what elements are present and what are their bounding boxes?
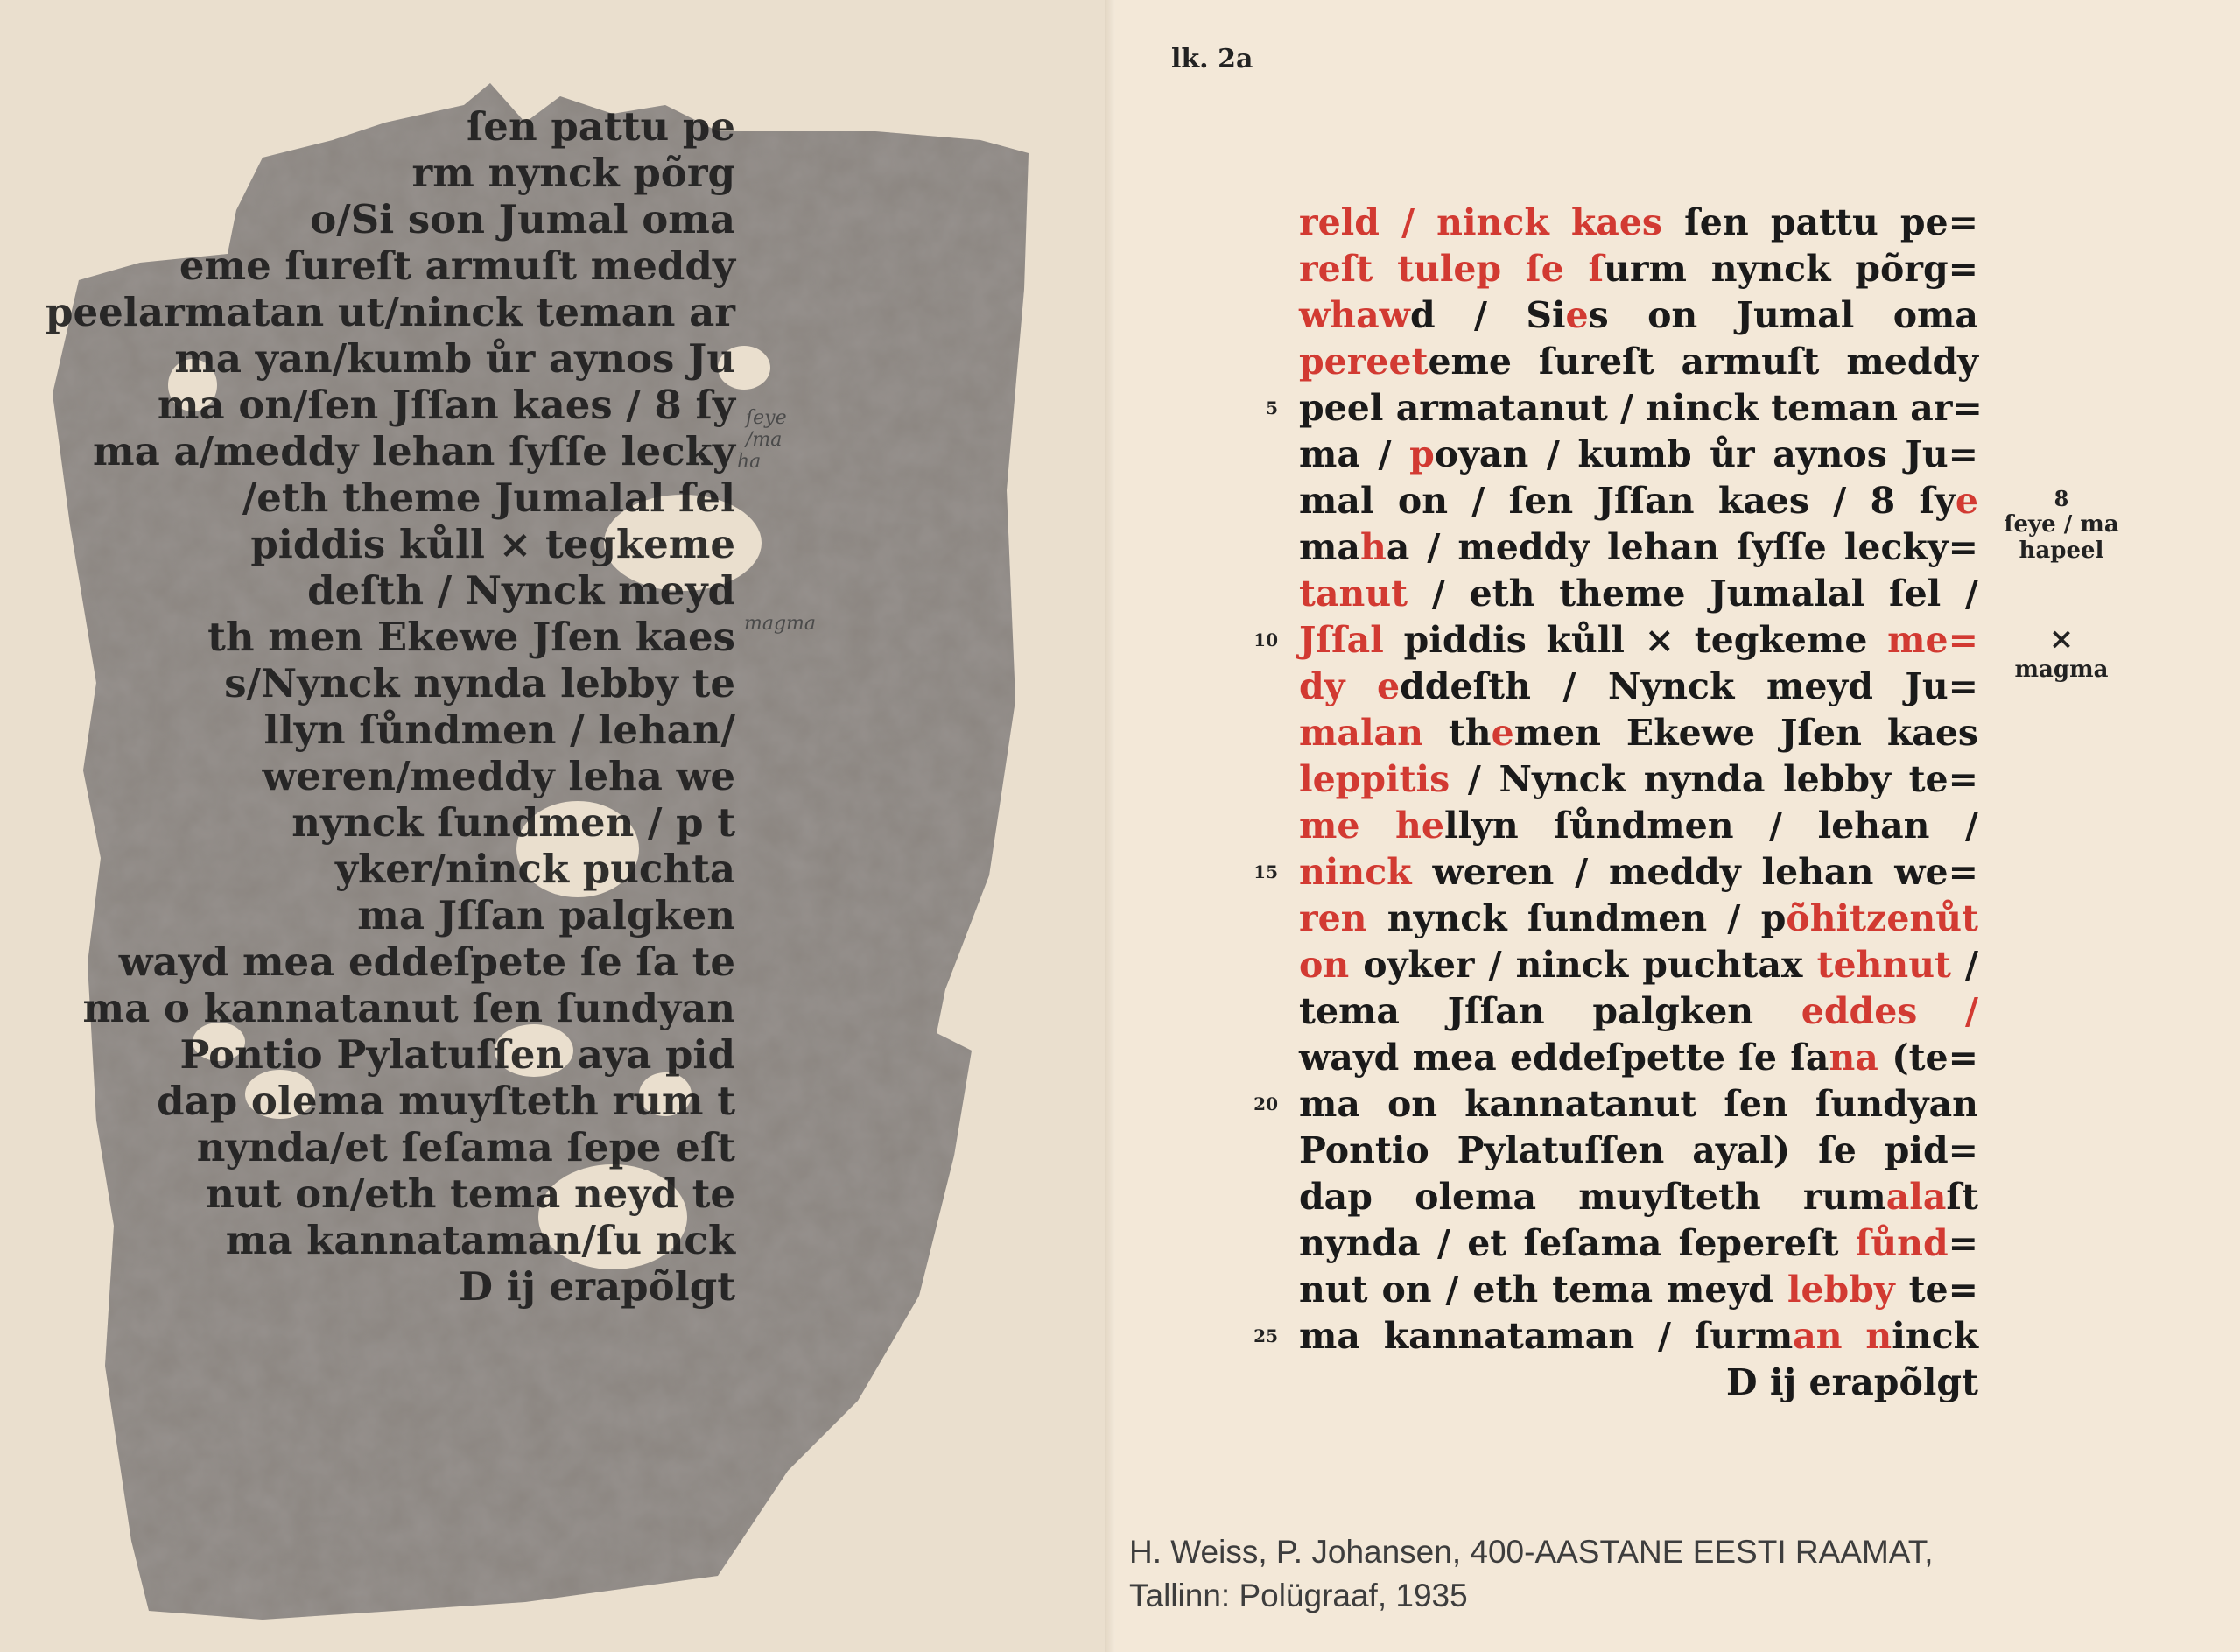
rubric-text: malan [1299,712,1423,754]
transcription-line [1243,341,1978,387]
body-text: ma [1299,526,1360,568]
fragment-line: th men Ekewe Jſen kaes [207,614,735,660]
body-text: / eth theme Jumalal ſel / [1408,573,1978,615]
fragment-line: o/Si son Jumal oma [310,196,735,243]
rubric-text: ninck [1299,851,1412,893]
book-gutter [1105,0,1115,1652]
line-text [1299,1222,1978,1264]
rubric-text: whaw [1299,294,1410,336]
transcription-line [1243,1129,1978,1176]
fragment-margin-note: ha [737,451,762,473]
rubric-text: tehnut [1816,944,1951,986]
fragment-line: D ij erapõlgt [458,1263,735,1310]
transcription-line [1243,619,1978,665]
line-number: 20 [1253,1093,1278,1114]
line-text [1299,433,1978,475]
body-text: piddis kůll × tegkeme [1383,619,1888,661]
rubric-text: reld / ninck kaes [1299,201,1663,243]
transcription-line [1243,1315,1978,1361]
rubric-text: Jſſal [1299,619,1384,661]
body-text: inck [1892,1315,1979,1357]
margin-note-marker: × [2048,622,2075,657]
transcription-line [1243,1037,1978,1083]
body-text: dap olema muyſteth rum [1299,1176,1886,1218]
body-text: / Nynck nynda lebby te= [1450,758,1978,800]
line-text [1299,944,1978,986]
line-number: 25 [1253,1325,1278,1346]
body-text: oyan / kumb ůr aynos Ju= [1434,433,1978,475]
body-text: th [1422,712,1492,754]
rubric-text: reſt tulep ſe ſ [1299,248,1605,290]
transcription-line [1243,712,1978,758]
line-number: 15 [1253,861,1278,882]
fragment-line: dap olema muyſteth rum t [157,1078,735,1124]
transcription-line [1243,294,1978,341]
transcription-line [1243,944,1978,990]
line-text [1299,526,1978,568]
rubric-text: leppitis [1299,758,1450,800]
line-text [1299,665,1978,707]
line-text [1299,387,1983,429]
line-text [1299,758,1978,800]
line-text [1299,1037,1978,1079]
line-text [1299,341,1978,383]
transcription-line [1243,387,1983,433]
page-reference: lk. 2a [1171,44,1253,74]
fragment-line: ſen pattu pe [466,103,735,150]
fragment-line: nut on/eth tema neyd te [206,1170,735,1217]
transcription-line [1243,758,1978,805]
body-text: nynda / et ſeſama ſepereſt [1299,1222,1856,1264]
line-text [1299,573,1978,615]
rubric-text: me= [1887,619,1978,661]
line-text [1299,619,1978,661]
fragment-line: /eth theme Jumalal ſel [242,475,735,521]
transcription-line [1243,1083,1978,1129]
line-text [1299,294,1978,336]
rubric-text: ſůnd [1855,1222,1949,1264]
body-text: = [1948,1222,1978,1264]
margin-note [1991,622,2131,683]
line-number: 10 [1253,629,1278,650]
rubric-text: ren [1299,897,1367,939]
rubric-text: an n [1793,1315,1892,1357]
body-text: oyker / ninck puchtax [1349,944,1817,986]
line-text [1299,851,1978,893]
body-text: eme ſureſt armuſt meddy [1428,341,1978,383]
transcription-line [1243,1222,1978,1269]
fragment-line: ma o kannatanut ſen ſundyan [82,985,735,1031]
body-text: ma / [1299,433,1410,475]
source-caption [1129,1530,1934,1618]
body-text: urm nynck põrg= [1604,248,1978,290]
body-text: ſt [1946,1176,1978,1218]
fragment-line: peelarmatan ut/ninck teman ar [46,289,735,335]
fragment-line: ma kannataman/ſu nck [225,1217,735,1263]
fragment-line: eme ſureſt armuſt meddy [179,243,735,289]
rubric-text: ala [1885,1176,1947,1218]
fragment-margin-note: magma [744,613,817,635]
rubric-text: h [1359,526,1387,568]
transcription-line [1243,990,1978,1037]
left-page [0,0,1105,1652]
rubric-text: pereet [1299,341,1429,383]
fragment-line: ma Jſſan palgken [357,892,735,938]
body-text: ma kannataman / ſurm [1299,1315,1794,1357]
rubric-text: e [1955,480,1978,522]
fragment-line: weren/meddy leha we [262,753,735,799]
transcription-line [1243,897,1978,944]
fragment-line: ma a/meddy lehan ſyſſe lecky [93,428,735,475]
line-text [1299,201,1978,243]
line-text [1299,248,1978,290]
transcription-line [1243,1361,1978,1408]
rubric-text: e [1491,712,1514,754]
line-text [1299,1269,1978,1311]
transcription-line [1243,1269,1978,1315]
body-text: ma on kannatanut ſen ſundyan [1299,1083,1978,1125]
transcription-line [1243,805,1978,851]
body-text: ſen pattu pe= [1662,201,1978,243]
line-text [1299,1361,1978,1403]
line-text [1299,805,1978,847]
fragment-margin-note: ſeye /ma [746,407,787,451]
rubric-text: tanut [1299,573,1408,615]
body-text: D ij erapõlgt [1726,1361,1978,1403]
body-text: mal on / ſen Jſſan kaes / 8 ſy [1299,480,1956,522]
fragment-line: nynda/et ſeſama ſepe eſt [196,1124,735,1170]
transcription-line [1243,573,1978,619]
body-text: te= [1894,1269,1978,1311]
body-text: (te= [1878,1037,1978,1079]
fragment-line: rm nynck põrg [411,150,735,196]
rubric-text: eddes / [1801,990,1979,1032]
transcription-line [1243,433,1978,480]
body-text: men Ekewe Jſen kaes [1513,712,1979,754]
line-text [1299,1176,1978,1218]
body-text: Pontio Pylatuſſen ayal) ſe pid= [1299,1129,1978,1171]
body-text: a / meddy lehan ſyſſe lecky= [1386,526,1978,568]
body-text: ddeſth / Nynck meyd Ju= [1400,665,1978,707]
line-text [1299,1083,1978,1125]
body-text: wayd mea eddeſpette ſe ſa [1299,1037,1829,1079]
transcription-line [1243,526,1978,573]
rubric-text: dy e [1299,665,1401,707]
rubric-text: me [1299,805,1396,847]
rubric-text: õhitzenůt [1786,897,1978,939]
transcription-line [1243,665,1978,712]
margin-note [1991,486,2131,564]
body-text: nut on / eth tema meyd [1299,1269,1787,1311]
body-text: / [1950,944,1979,986]
transcription-line [1243,1176,1978,1222]
margin-note-text: ſeye / ma hapeel [2004,511,2119,564]
fragment-line: piddis kůll × tegkeme [250,521,735,567]
caption-line: Tallinn: Polügraaf, 1935 [1129,1578,1468,1613]
line-text [1299,1315,1978,1357]
fragment-line: llyn ſůndmen / lehan/ [263,706,735,753]
transcription-line [1243,201,1978,248]
fragment-line: yker/ninck puchta [334,846,735,892]
fragment-line: nynck ſundmen / p t [291,799,735,846]
line-text [1299,1129,1978,1171]
body-text: llyn ſůndmen / lehan / [1443,805,1979,847]
fragment-line: wayd mea eddeſpete ſe ſa te [118,938,735,985]
fragment-line: deſth / Nynck meyd [307,567,735,614]
transcription-line [1243,480,1978,526]
body-text: tema Jſſan palgken [1299,990,1801,1032]
body-text: d / Si [1409,294,1566,336]
rubric-text: e [1565,294,1589,336]
line-text [1299,897,1978,939]
body-text: peel armatanut / ninck teman ar= [1299,387,1983,429]
body-text: nynck ſundmen / p [1366,897,1787,939]
fragment-line: ma yan/kumb ůr aynos Ju [174,335,735,382]
fragment-line: ma on/ſen Jſſan kaes / 8 ſy [157,382,735,428]
rubric-text: lebby [1787,1269,1895,1311]
fragment-line: Pontio Pylatuſſen aya pid [179,1031,735,1078]
line-number: 5 [1266,397,1278,418]
body-text: s on Jumal oma [1588,294,1978,336]
rubric-text: na [1829,1037,1878,1079]
line-text [1299,712,1978,754]
margin-note-marker: 8 [2054,486,2069,511]
transcription-line [1243,851,1978,897]
line-text [1299,990,1978,1032]
rubric-text: on [1299,944,1350,986]
rubric-text: he [1395,805,1444,847]
body-text: weren / meddy lehan we= [1411,851,1978,893]
rubric-text: p [1409,433,1435,475]
margin-note-text: magma [2014,657,2109,683]
transcription-line [1243,248,1978,294]
line-text [1299,480,1978,522]
fragment-line: s/Nynck nynda lebby te [224,660,735,706]
caption-line: H. Weiss, P. Johansen, 400-AASTANE EESTI RAAMAT, [1129,1534,1934,1570]
